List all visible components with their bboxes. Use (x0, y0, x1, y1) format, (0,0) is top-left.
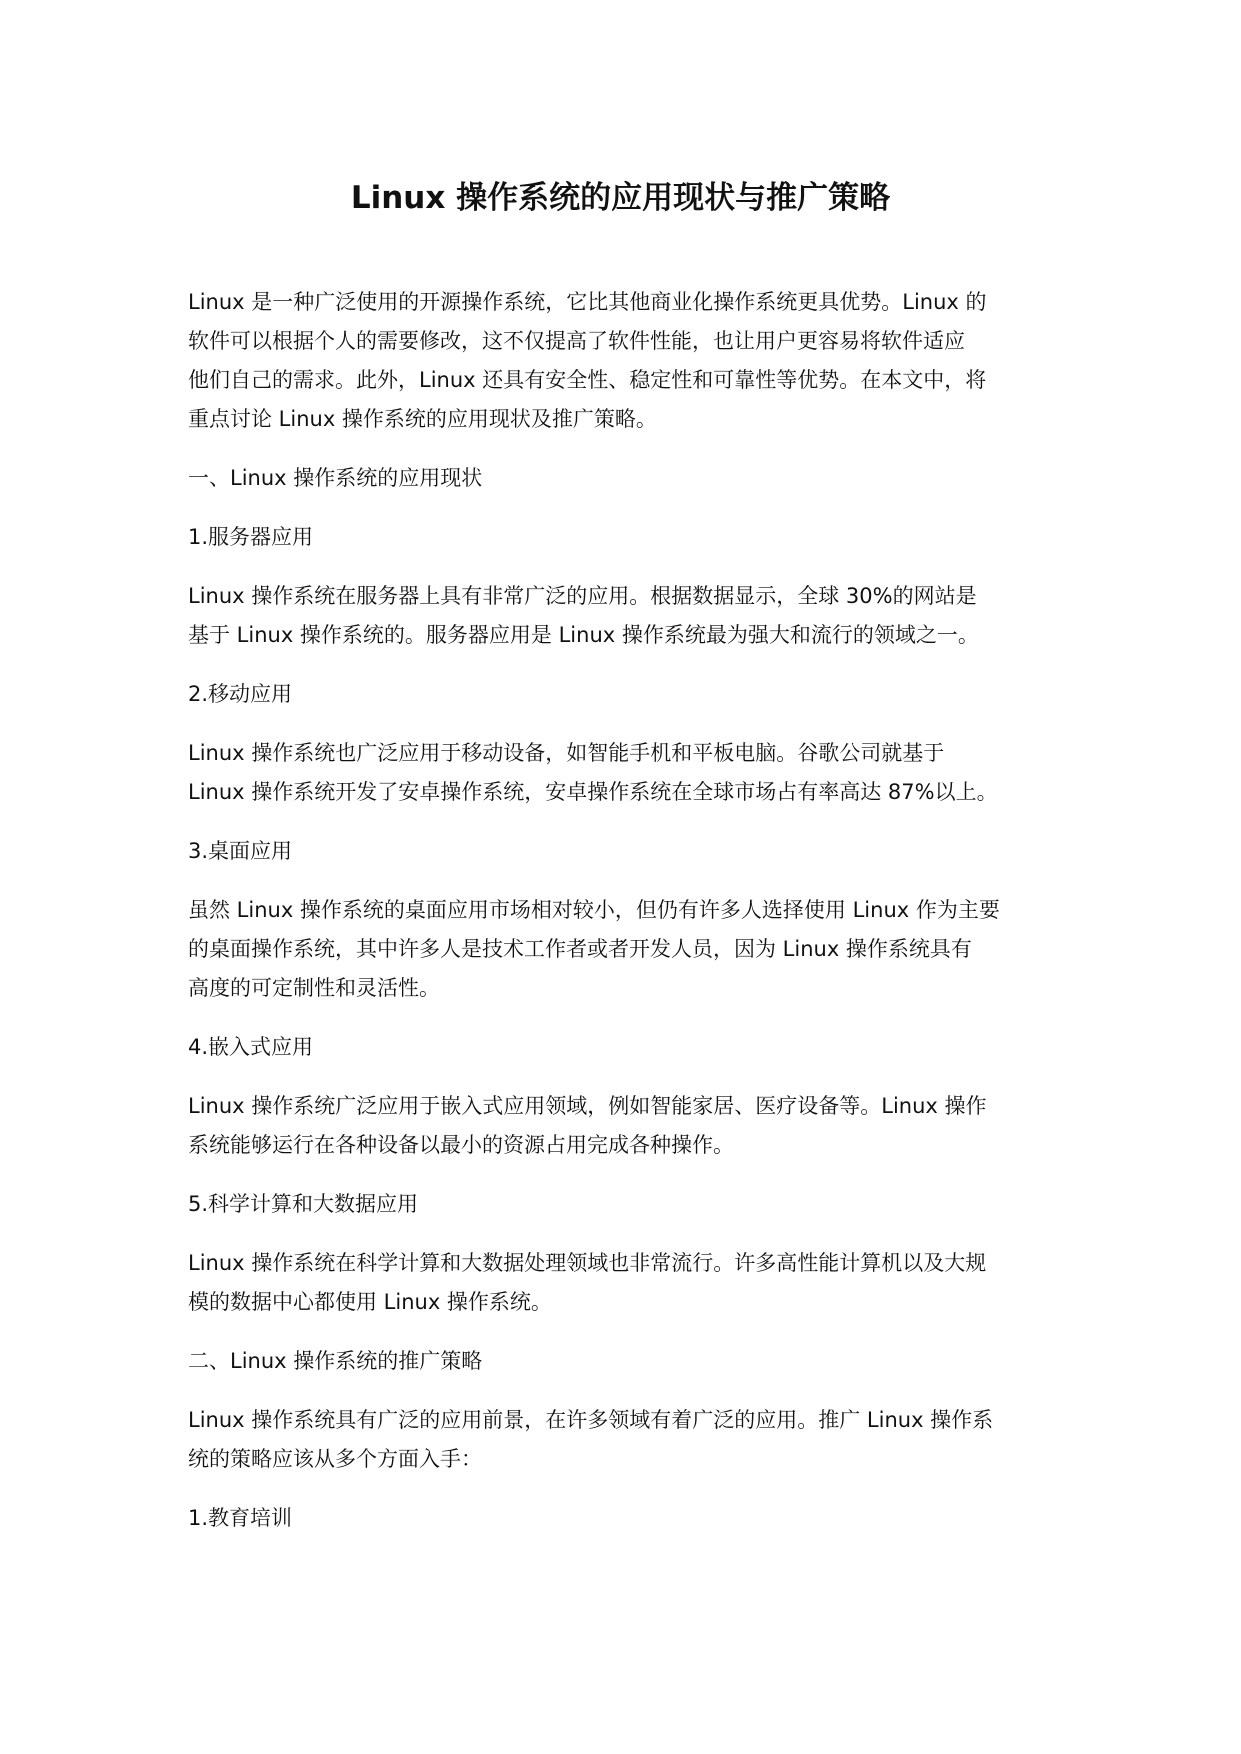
text-line: Linux 操作系统开发了安卓操作系统，安卓操作系统在全球市场占有率高达 87%以上。 (188, 780, 998, 804)
item-paragraph-embedded (188, 1087, 1068, 1165)
text-line: 模的数据中心都使用 Linux 操作系统。 (188, 1290, 552, 1314)
text-line: 基于 Linux 操作系统的。服务器应用是 Linux 操作系统最为强大和流行的领域之一。 (188, 623, 979, 647)
document-body (188, 283, 1068, 1538)
text-line: 的桌面操作系统，其中许多人是技术工作者或者开发人员，因为 Linux 操作系统具有 (188, 937, 972, 961)
text-line: 统的策略应该从多个方面入手： (188, 1447, 482, 1471)
document-title: Linux 操作系统的应用现状与推广策略 (350, 180, 891, 216)
text-line: 系统能够运行在各种设备以最小的资源占用完成各种操作。 (188, 1133, 734, 1157)
text-line: Linux 操作系统在科学计算和大数据处理领域也非常流行。许多高性能计算机以及大规 (188, 1251, 987, 1275)
item-paragraph-mobile (188, 734, 1068, 812)
text-line: Linux 操作系统在服务器上具有非常广泛的应用。根据数据显示，全球 30%的网站是 (188, 584, 977, 608)
item-heading-embedded: 4.嵌入式应用 (188, 1035, 314, 1059)
item-heading-mobile: 2.移动应用 (188, 682, 293, 706)
text-line: Linux 操作系统广泛应用于嵌入式应用领域，例如智能家居、医疗设备等。Linux 操作 (188, 1094, 987, 1118)
section-heading-current-status: 一、Linux 操作系统的应用现状 (188, 466, 483, 490)
text-line: Linux 是一种广泛使用的开源操作系统，它比其他商业化操作系统更具优势。Linux 的 (188, 290, 987, 314)
intro-paragraph (188, 283, 1068, 439)
item-paragraph-science-bigdata (188, 1244, 1068, 1322)
item-paragraph-desktop (188, 891, 1068, 1008)
text-line: Linux 操作系统具有广泛的应用前景，在许多领域有着广泛的应用。推广 Linux 操作系 (188, 1408, 994, 1432)
text-line: 软件可以根据个人的需要修改，这不仅提高了软件性能，也让用户更容易将软件适应 (188, 329, 965, 353)
item-heading-desktop: 3.桌面应用 (188, 839, 293, 863)
text-line: 高度的可定制性和灵活性。 (188, 976, 440, 1000)
promotion-intro-paragraph (188, 1401, 1068, 1479)
item-heading-science-bigdata: 5.科学计算和大数据应用 (188, 1192, 419, 1216)
item-paragraph-server (188, 577, 1068, 655)
section-heading-promotion: 二、Linux 操作系统的推广策略 (188, 1349, 483, 1373)
text-line: Linux 操作系统也广泛应用于移动设备，如智能手机和平板电脑。谷歌公司就基于 (188, 741, 945, 765)
text-line: 重点讨论 Linux 操作系统的应用现状及推广策略。 (188, 407, 657, 431)
item-heading-education: 1.教育培训 (188, 1506, 293, 1530)
item-heading-server: 1.服务器应用 (188, 525, 314, 549)
text-line: 虽然 Linux 操作系统的桌面应用市场相对较小，但仍有许多人选择使用 Linux 作为主要 (188, 898, 1000, 922)
text-line: 他们自己的需求。此外，Linux 还具有安全性、稳定性和可靠性等优势。在本文中，将 (188, 368, 987, 392)
